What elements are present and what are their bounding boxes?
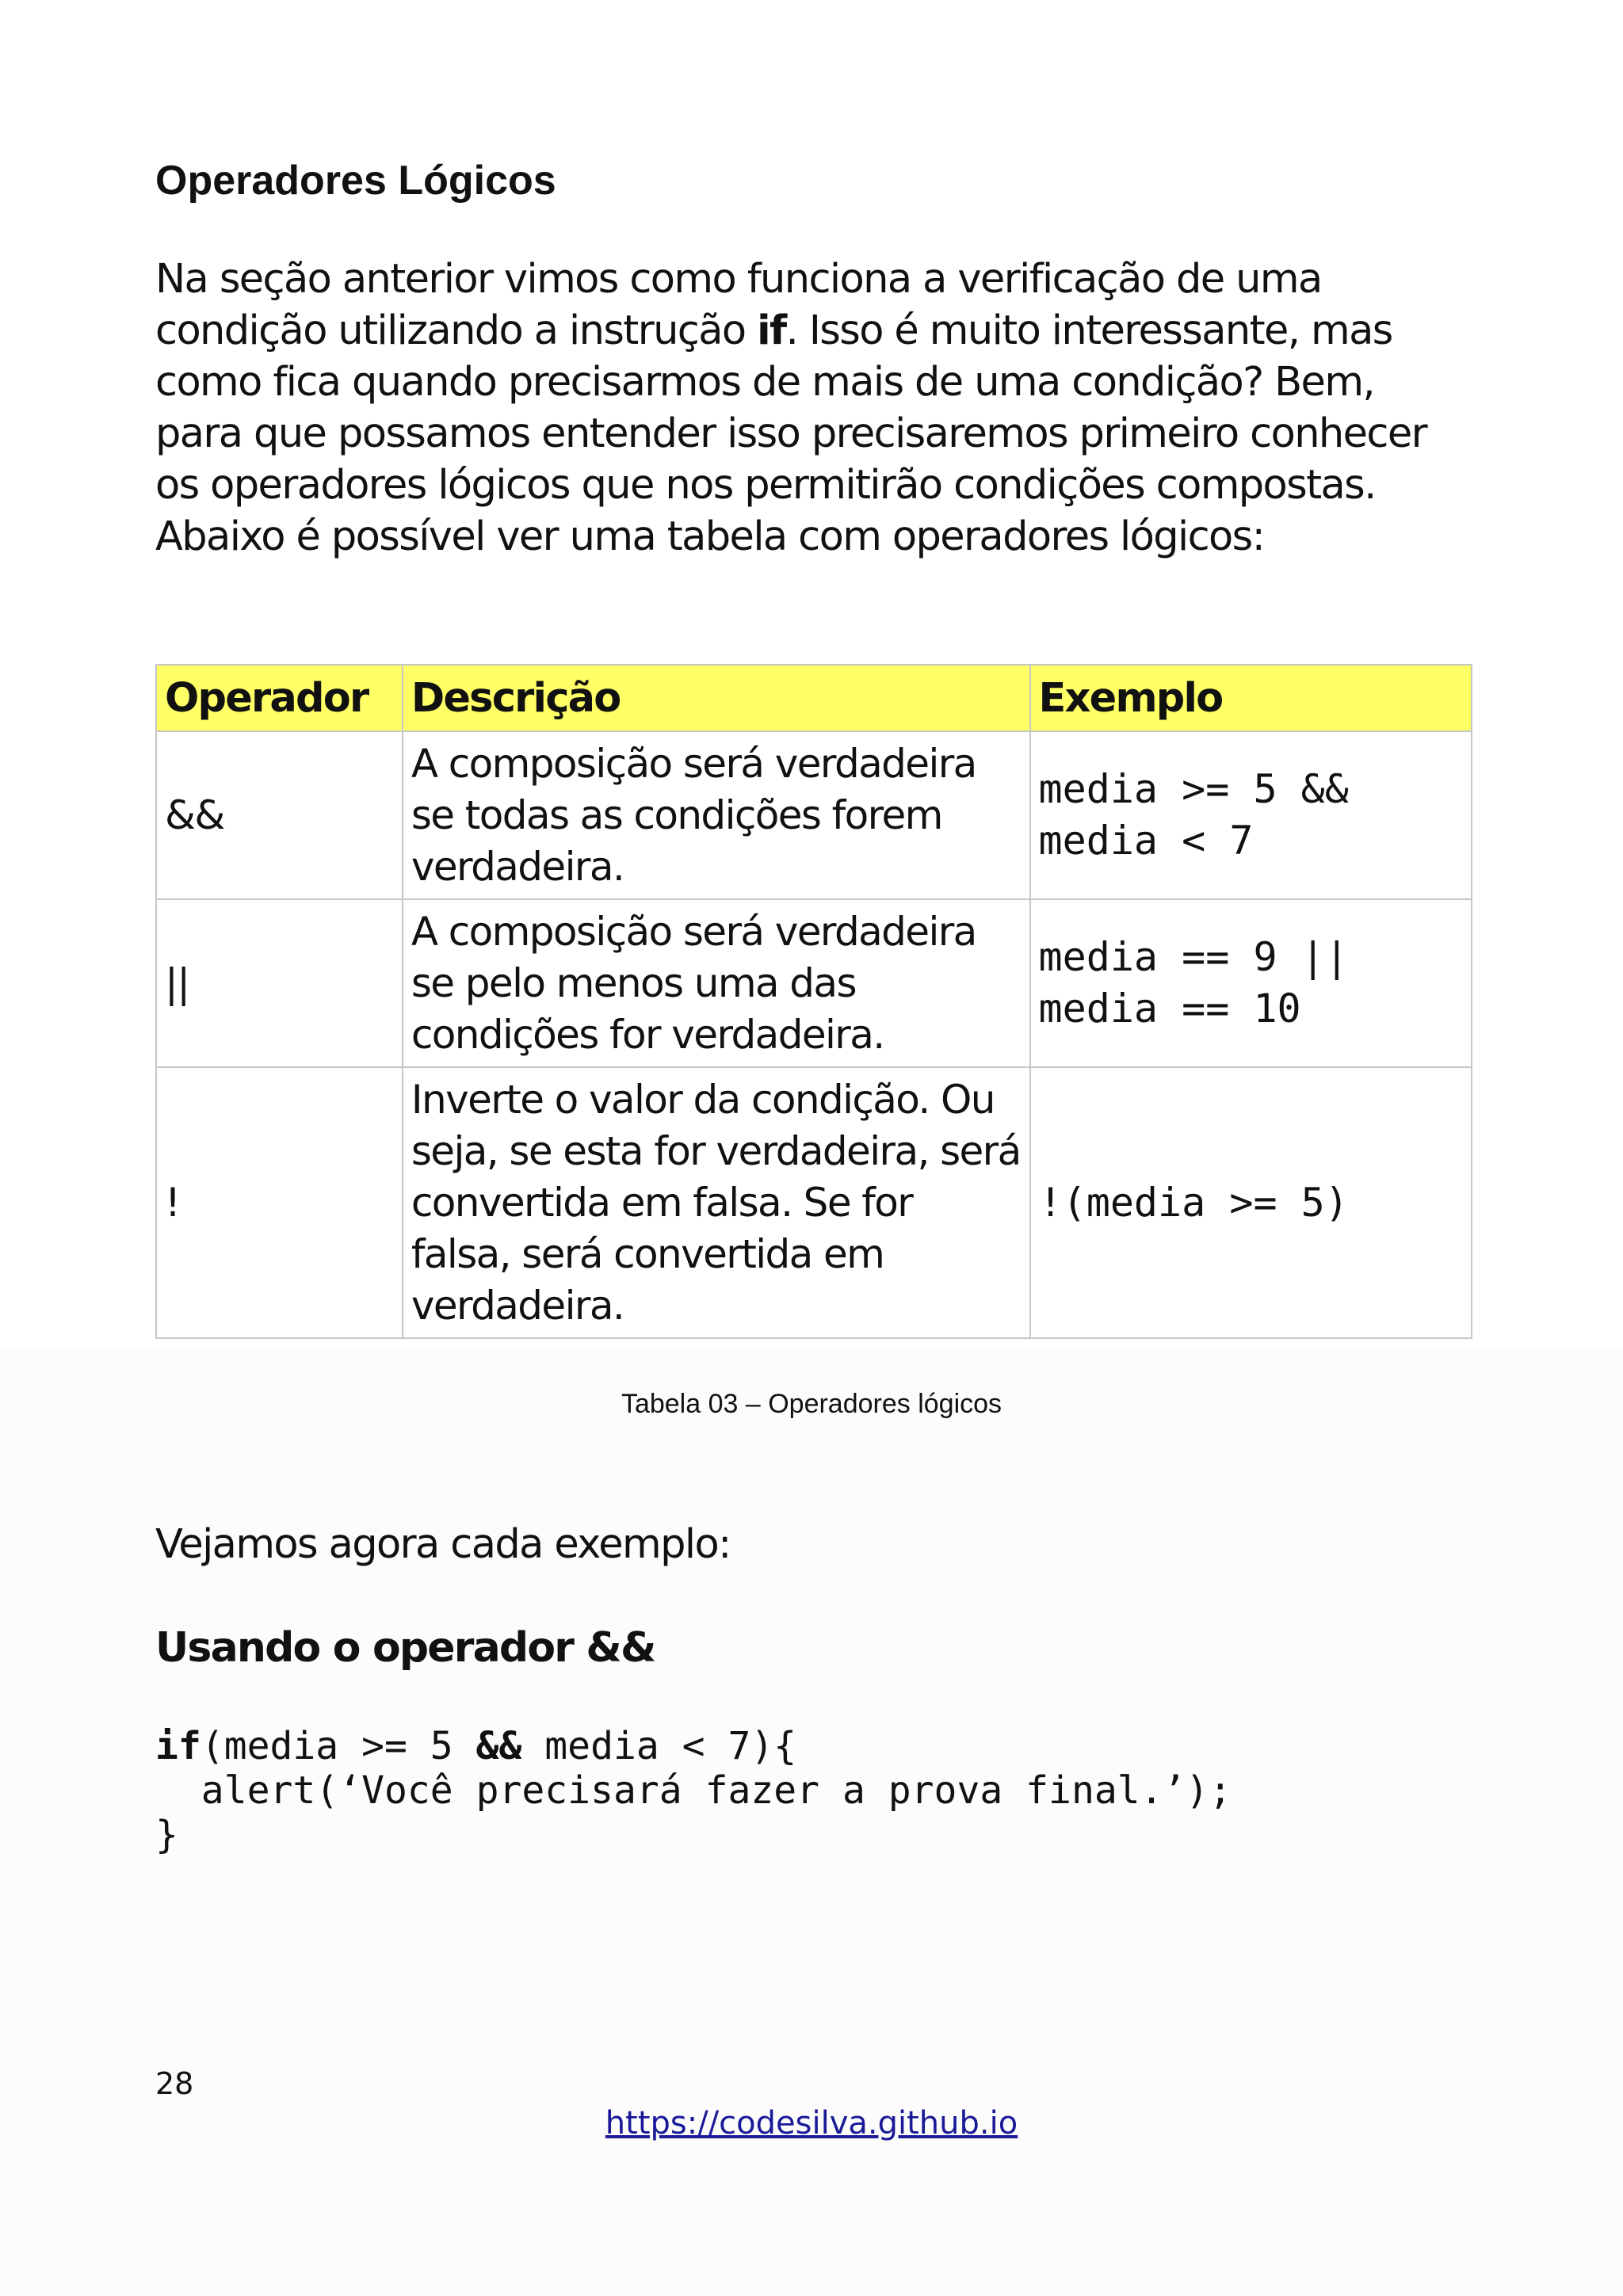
intro-line: Na seção anterior vimos como funciona a verificação de uma bbox=[155, 256, 1322, 303]
page-number: 28 bbox=[155, 2066, 194, 2101]
intro-line: como fica quando precisarmos de mais de uma condição? Bem, bbox=[155, 359, 1375, 406]
description-cell: A composição será verdadeira se todas as condições forem verdadeira. bbox=[403, 731, 1030, 899]
intro-text: condição utilizando a instrução bbox=[155, 307, 758, 354]
table-caption: Tabela 03 – Operadores lógicos bbox=[621, 1389, 1002, 1419]
example-line: media == 9 || bbox=[1038, 934, 1349, 980]
header-operator: Operador bbox=[156, 665, 403, 731]
code-line: } bbox=[155, 1813, 178, 1857]
code-line: alert(‘Você precisará fazer a prova final.’); bbox=[155, 1768, 1232, 1813]
intro-paragraph bbox=[155, 254, 1503, 563]
if-keyword: if bbox=[757, 307, 786, 354]
intro-line: Abaixo é possível ver uma tabela com operadores lógicos: bbox=[155, 513, 1265, 560]
intro-line: os operadores lógicos que nos permitirão condições compostas. bbox=[155, 462, 1376, 509]
table-row bbox=[156, 899, 1472, 1067]
example-cell bbox=[1030, 731, 1472, 899]
intro-line bbox=[155, 305, 1503, 357]
code-text: media < 7){ bbox=[521, 1724, 797, 1768]
operator-cell: || bbox=[156, 899, 403, 1067]
footer bbox=[0, 2104, 1623, 2142]
code-block bbox=[155, 1724, 1232, 1857]
description-cell: A composição será verdadeira se pelo menos uma das condições for verdadeira. bbox=[403, 899, 1030, 1067]
table-row bbox=[156, 1067, 1472, 1338]
header-description: Descrição bbox=[403, 665, 1030, 731]
code-operator: && bbox=[475, 1724, 522, 1768]
operator-cell: ! bbox=[156, 1067, 403, 1338]
section-title: Operadores Lógicos bbox=[155, 158, 556, 204]
example-cell bbox=[1030, 1067, 1472, 1338]
description-cell: Inverte o valor da condição. Ou seja, se esta for verdadeira, será convertida em falsa. Se for falsa, será convertida em verdadeira. bbox=[403, 1067, 1030, 1338]
code-keyword: if bbox=[155, 1724, 201, 1768]
footer-link[interactable]: https://codesilva.github.io bbox=[605, 2105, 1018, 2142]
intro-text: . Isso é muito interessante, mas bbox=[785, 307, 1392, 354]
example-line: media < 7 bbox=[1038, 818, 1254, 864]
subsection-heading: Usando o operador && bbox=[155, 1624, 655, 1672]
example-cell bbox=[1030, 899, 1472, 1067]
table-row bbox=[156, 731, 1472, 899]
header-example: Exemplo bbox=[1030, 665, 1472, 731]
intro-line: para que possamos entender isso precisaremos primeiro conhecer bbox=[155, 410, 1426, 457]
table-header-row bbox=[156, 665, 1472, 731]
example-line: media == 10 bbox=[1038, 986, 1301, 1032]
example-line: media >= 5 && bbox=[1038, 766, 1349, 812]
body-text: Vejamos agora cada exemplo: bbox=[155, 1521, 731, 1568]
code-text: (media >= 5 bbox=[200, 1724, 476, 1768]
example-line: !(media >= 5) bbox=[1038, 1179, 1349, 1226]
logical-operators-table bbox=[155, 664, 1472, 1339]
operator-cell: && bbox=[156, 731, 403, 899]
